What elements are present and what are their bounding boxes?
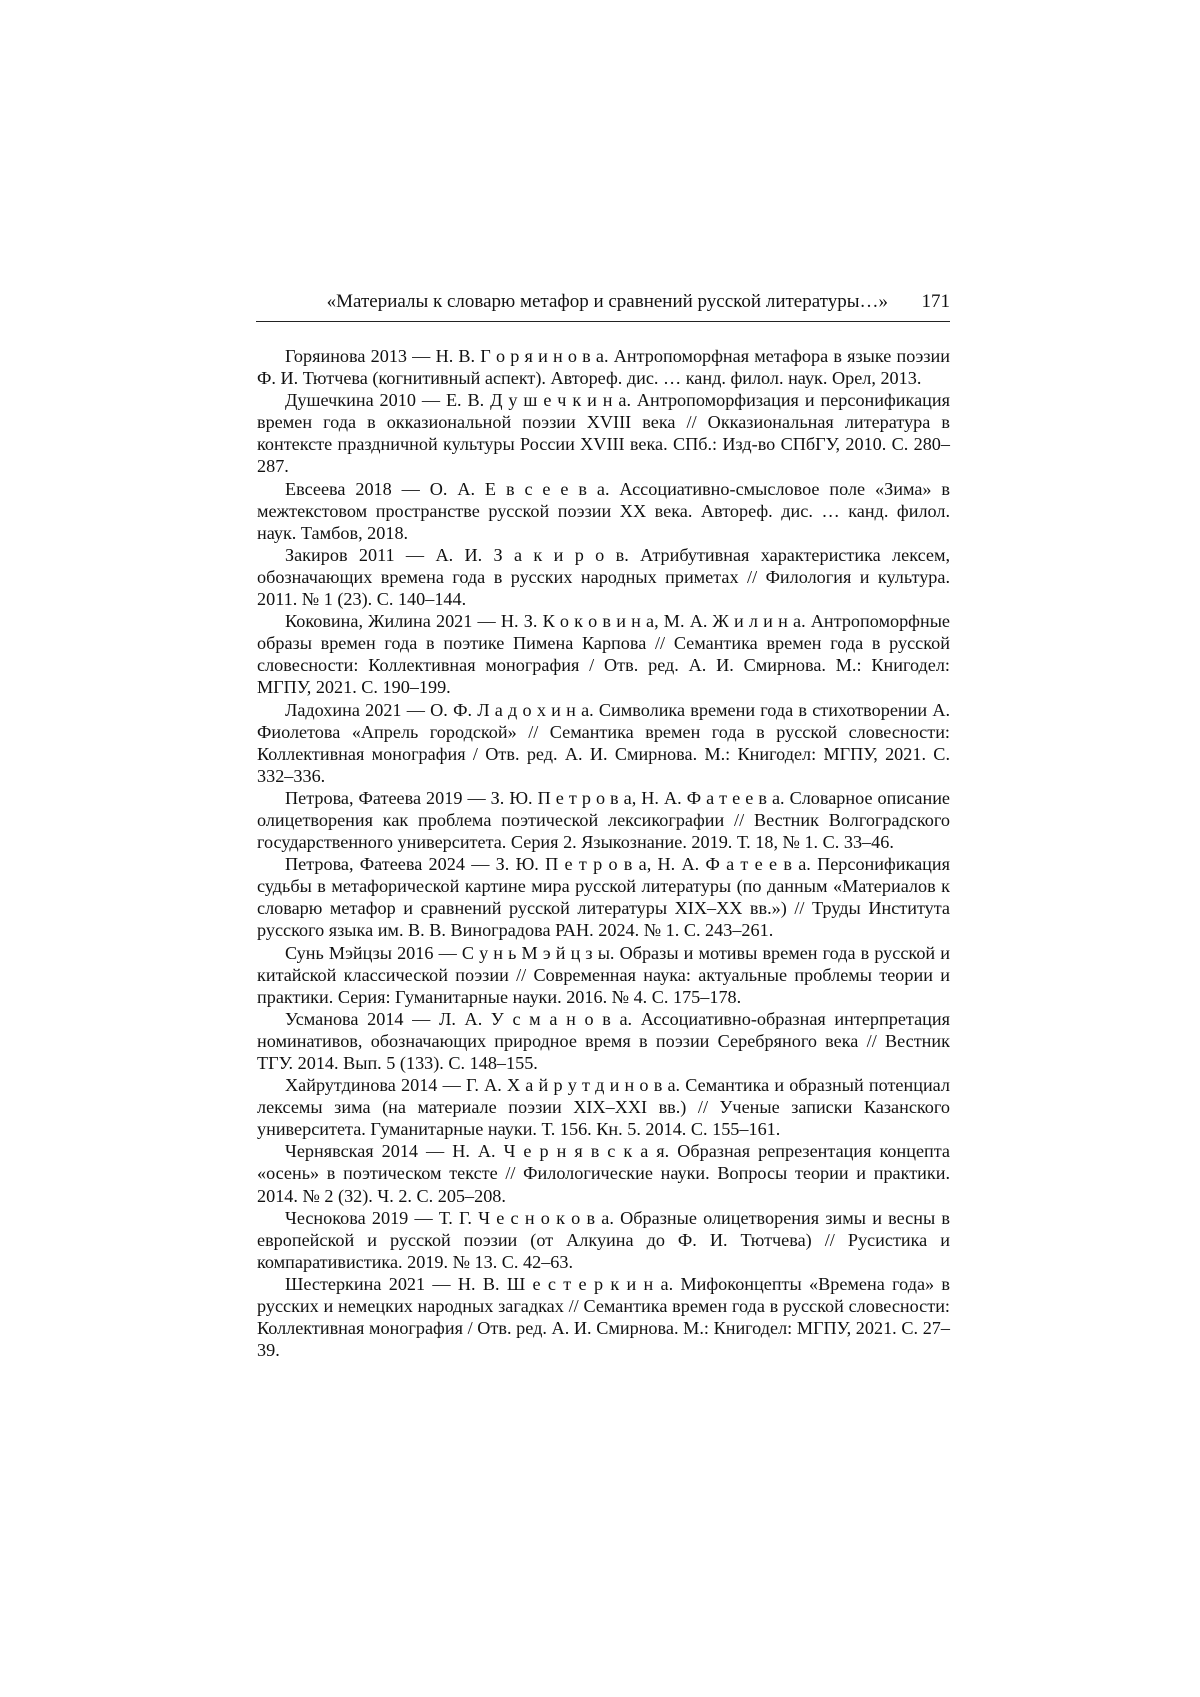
reference-text: . Словарное описание олицетворения как проблема поэтической лексикографии // Вестник Волгоградского государственного университета. Серия 2. Языкознание. 2019. Т. 18, № 1. С. 33–46. (257, 787, 951, 853)
reference-text: . Семантика и образный потенциал лексемы зима (на материале поэзии XIX–XXI вв.) // Ученые записки Казанского университета. Гуманитарные науки. Т. 156. Кн. 5. 2014. С. 155–161. (257, 1075, 950, 1140)
reference-key: Сунь Мэйцзы 2016 — (285, 942, 462, 963)
reference-authors: З. Ю. П е т р о в а, Н. А. Ф а т е е в а (495, 854, 807, 875)
reference-authors: Н. В. Г о р я и н о в а (435, 346, 605, 366)
reference-key: Закиров 2011 — (285, 544, 436, 565)
reference-key: Евсеева 2018 — (285, 478, 430, 499)
reference-entry (257, 1074, 950, 1140)
reference-entry (257, 478, 950, 544)
reference-authors: Т. Г. Ч е с н о к о в а (438, 1207, 610, 1228)
reference-text: . Ассоциативно-образная интерпретация номинативов, обозначающих природное время в поэзии Серебряного века // Вестник ТГУ. 2014. Вып. 5 (133). С. 148–155. (257, 1008, 950, 1073)
reference-text: . Мифоконцепты «Времена года» в русских и немецких народных загадках // Семантика времен года в русской словесности: Коллективная монография / Отв. ред. А. И. Смирнова. М.: Книгодел: МГПУ, 2021. С. 27–39. (257, 1273, 951, 1361)
reference-key: Хайрутдинова 2014 — (285, 1075, 466, 1096)
reference-key: Петрова, Фатеева 2019 — (285, 787, 491, 808)
reference-authors: Н. В. Ш е с т е р к и н а (457, 1273, 669, 1294)
reference-text: . Образная репрезентация концепта «осень» в поэтическом тексте // Филологические науки. Вопросы теории и практики. 2014. № 2 (32). Ч. 2. С. 205–208. (257, 1141, 950, 1206)
reference-key: Душечкина 2010 — (285, 390, 446, 411)
reference-authors: Е. В. Д у ш е ч к и н а (445, 390, 627, 411)
reference-authors: З. Ю. П е т р о в а, Н. А. Ф а т е е в а (490, 787, 781, 808)
reference-text: . Ассоциативно-смысловое поле «Зима» в межтекстовом пространстве русской поэзии XX века. Автореф. дис. … канд. филол. наук. Тамбов, 2018. (257, 478, 951, 543)
reference-entry (257, 1207, 950, 1273)
reference-key: Чернявская 2014 — (285, 1141, 453, 1162)
reference-list (257, 345, 950, 1361)
reference-entry (257, 345, 950, 389)
running-header-title: «Материалы к словарю метафор и сравнений русской литературы…» (326, 291, 888, 312)
reference-text: . Антропоморфная метафора в языке поэзии Ф. И. Тютчева (когнитивный аспект). Автореф. дис. … канд. филол. наук. Орел, 2013. (257, 346, 951, 389)
reference-authors: О. Ф. Л а д о х и н а (430, 699, 590, 720)
reference-entry (257, 853, 950, 941)
reference-text: . Антропоморфизация и персонификация времен года в окказиональной поэзии XVIII века // Окказиональная литература в контексте праздничной культуры России XVIII века. СПб.: Изд-во СПбГУ, 2010. С. 280–287. (257, 390, 950, 477)
running-header (256, 287, 950, 322)
reference-entry (257, 699, 950, 787)
page-number: 171 (921, 291, 950, 312)
reference-text: . Образы и мотивы времен года в русской и китайской классической поэзии // Современная наука: актуальные проблемы теории и практики. Серия: Гуманитарные науки. 2016. № 4. С. 175–178. (257, 942, 950, 1007)
reference-authors: Н. З. К о к о в и н а, М. А. Ж и л и н а (500, 611, 802, 632)
reference-authors: А. И. З а к и р о в (435, 544, 625, 565)
reference-entry (257, 544, 950, 610)
reference-key: Усманова 2014 — (285, 1008, 440, 1029)
reference-authors: О. А. Е в с е е в а (429, 478, 605, 499)
reference-entry (257, 610, 950, 698)
reference-authors: Н. А. Ч е р н я в с к а я (452, 1141, 665, 1162)
reference-key: Шестеркина 2021 — (285, 1273, 458, 1294)
reference-text: . Образные олицетворения зимы и весны в европейской и русской поэзии (от Алкуина до Ф. И. Тютчева) // Русистика и компаративистика. 2019. № 13. С. 42–63. (257, 1207, 950, 1272)
reference-key: Коковина, Жилина 2021 — (285, 611, 501, 632)
reference-authors: Л. А. У с м а н о в а (439, 1008, 628, 1029)
reference-text: . Символика времени года в стихотворении А. Фиолетова «Апрель городской» // Семантика времен года в русской словесности: Коллективная монография / Отв. ред. А. И. Смирнова. М.: Книгодел: МГПУ, 2021. С. 332–336. (257, 699, 951, 786)
reference-text: . Антропоморфные образы времен года в поэтике Пимена Карпова // Семантика времен года в русской словесности: Коллективная монография / Отв. ред. А. И. Смирнова. М.: Книгодел: МГПУ, 2021. С. 190–199. (257, 611, 950, 698)
reference-key: Чеснокова 2019 — (285, 1207, 439, 1228)
reference-key: Петрова, Фатеева 2024 — (285, 854, 496, 875)
reference-entry (257, 1273, 950, 1361)
reference-key: Горяинова 2013 — (285, 346, 436, 366)
reference-entry (257, 1140, 950, 1206)
reference-authors: Г. А. Х а й р у т д и н о в а (465, 1075, 676, 1096)
reference-entry (257, 942, 950, 1008)
reference-entry (257, 787, 950, 853)
reference-text: . Персонификация судьбы в метафорической картине мира русской литературы (по данным «Материалов к словарю метафор и сравнений русской литературы XIX–XX вв.») // Труды Института русского языка им. В. В. Виноградова РАН. 2024. № 1. С. 243–261. (257, 854, 950, 941)
reference-authors: С у н ь М э й ц з ы (461, 942, 610, 963)
reference-entry (257, 389, 950, 477)
reference-text: . Атрибутивная характеристика лексем, обозначающих времена года в русских народных приметах // Филология и культура. 2011. № 1 (23). С. 140–144. (257, 544, 951, 610)
reference-entry (257, 1008, 950, 1074)
reference-key: Ладохина 2021 — (285, 699, 431, 720)
